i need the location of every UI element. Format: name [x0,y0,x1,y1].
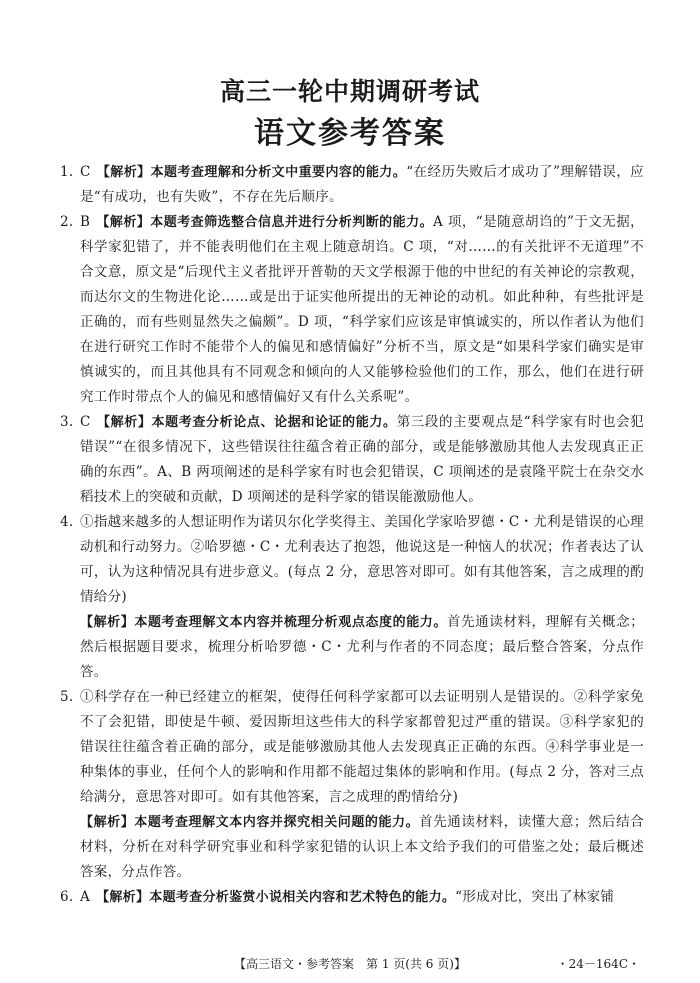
item-number: 3. [60,414,74,430]
answer-item-1 [60,160,644,210]
item-answer: C [80,164,91,180]
analysis-text: 首先通读材料，理解有关概念；然后根据题目要求，梳理分析哈罗德・C・尤利与作者的不同态度；最后整合答案，分点作答。 [80,614,644,680]
analysis-label: 【解析】本题考查理解文本内容并探究相关问题的能力。 [80,815,420,830]
answer-item-2 [60,210,644,410]
analysis-label: 【解析】本题考查理解文本内容并梳理分析观点态度的能力。 [80,615,447,630]
footer-code: ・24－164C・ [556,957,640,971]
answer-item-6 [60,885,644,910]
page-title: 高三一轮中期调研考试 [219,77,480,106]
answer-body: ①指越来越多的人想证明作为诺贝尔化学奖得主、美国化学家哈罗德・C・尤利是错误的心理动机和行动努力。②哈罗德・C・尤利表达了抱怨，他说这是一种恼人的状况；作者表达了认可，认为这种情况具有进步意义。(每点 2 分，意思答对即可。如有其他答案，言之成理的酌情给分) [80,514,644,605]
analysis-text: “在经历失败后才成功了”理解错误，应是“有成功，也有失败”，不存在先后顺序。 [80,164,644,205]
analysis-text: 首先通读材料，读懂大意；然后结合材料，分析在对科学研究事业和科学家犯错的认识上本文给予我们的可借鉴之处；最后概述答案，分点作答。 [80,814,644,880]
analysis-label: 【解析】本题考查分析鉴赏小说相关内容和艺术特色的能力。 [96,890,456,905]
item-number: 1. [60,164,74,180]
answer-item-3 [60,410,644,510]
answer-item-4 [60,510,644,610]
item-number: 6. [60,889,74,905]
answer-list [60,160,644,910]
analysis-text: A 项，“是随意胡诌的”于文无据，科学家犯错了，并不能表明他们在主观上随意胡诌。C 项，“对……的有关批评不无道理”不合文意，原文是“后现代主义者批评开普勒的天文学根源于他的中世纪的有关神论的宗教观，而达尔文的生物进化论……或是出于证实他所提出的无神论的动机。如此种种，有些批评是正确的，而有些则显然失之偏颇”。D 项，“科学家们应该是审慎诚实的，所以作者认为他们在进行研究工作时不能带个人的偏见和感情偏好”分析不当，原文是“如果科学家们确实是审慎诚实的，而且其他具有不同观念和倾向的人又能够检验他们的工作，那么，他们在进行研究工作时带点个人的偏见和感情偏好又有什么关系呢”。 [80,214,644,405]
analysis-label: 【解析】本题考查分析论点、论据和论证的能力。 [96,415,397,430]
analysis-note-4 [80,610,644,685]
item-number: 2. [60,214,74,230]
answer-body: ①科学存在一种已经建立的框架，使得任何科学家都可以去证明别人是错误的。②科学家免不了会犯错，即使是牛顿、爱因斯坦这些伟大的科学家都曾犯过严重的错误。③科学家犯的错误往往蕴含着正确的部分，或是能够激励其他人去发现真正正确的东西。④科学事业是一种集体的事业，任何个人的影响和作用都不能超过集体的影响和作用。(每点 2 分，答对三点给满分，意思答对即可。如有其他答案，言之成理的酌情给分) [80,689,644,805]
analysis-text: “形成对比，突出了林家铺 [455,889,615,905]
item-number: 4. [60,514,74,530]
analysis-label: 【解析】本题考查理解和分析文中重要内容的能力。 [96,165,407,180]
analysis-label: 【解析】本题考查筛选整合信息并进行分析判断的能力。 [96,215,434,230]
item-answer: C [80,414,91,430]
item-answer: B [80,214,91,230]
item-number: 5. [60,689,74,705]
analysis-note-5 [80,810,644,885]
item-answer: A [80,889,91,905]
footer-page-info: 【高三语文・参考答案 第 1 页(共 6 页)】 [234,957,466,971]
page-subtitle: 语文参考答案 [254,116,446,151]
answer-item-5 [60,685,644,810]
analysis-text: 第三段的主要观点是“科学家有时也会犯错误”“在很多情况下，这些错误往往蕴含着正确的部分，或是能够激励其他人去发现真正正确的东西”。A、B 两项阐述的是科学家有时也会犯错误，C 项阐述的是袁隆平院士在杂交水稻技术上的突破和贡献，D 项阐述的是科学家的错误能激励他人。 [80,414,644,505]
